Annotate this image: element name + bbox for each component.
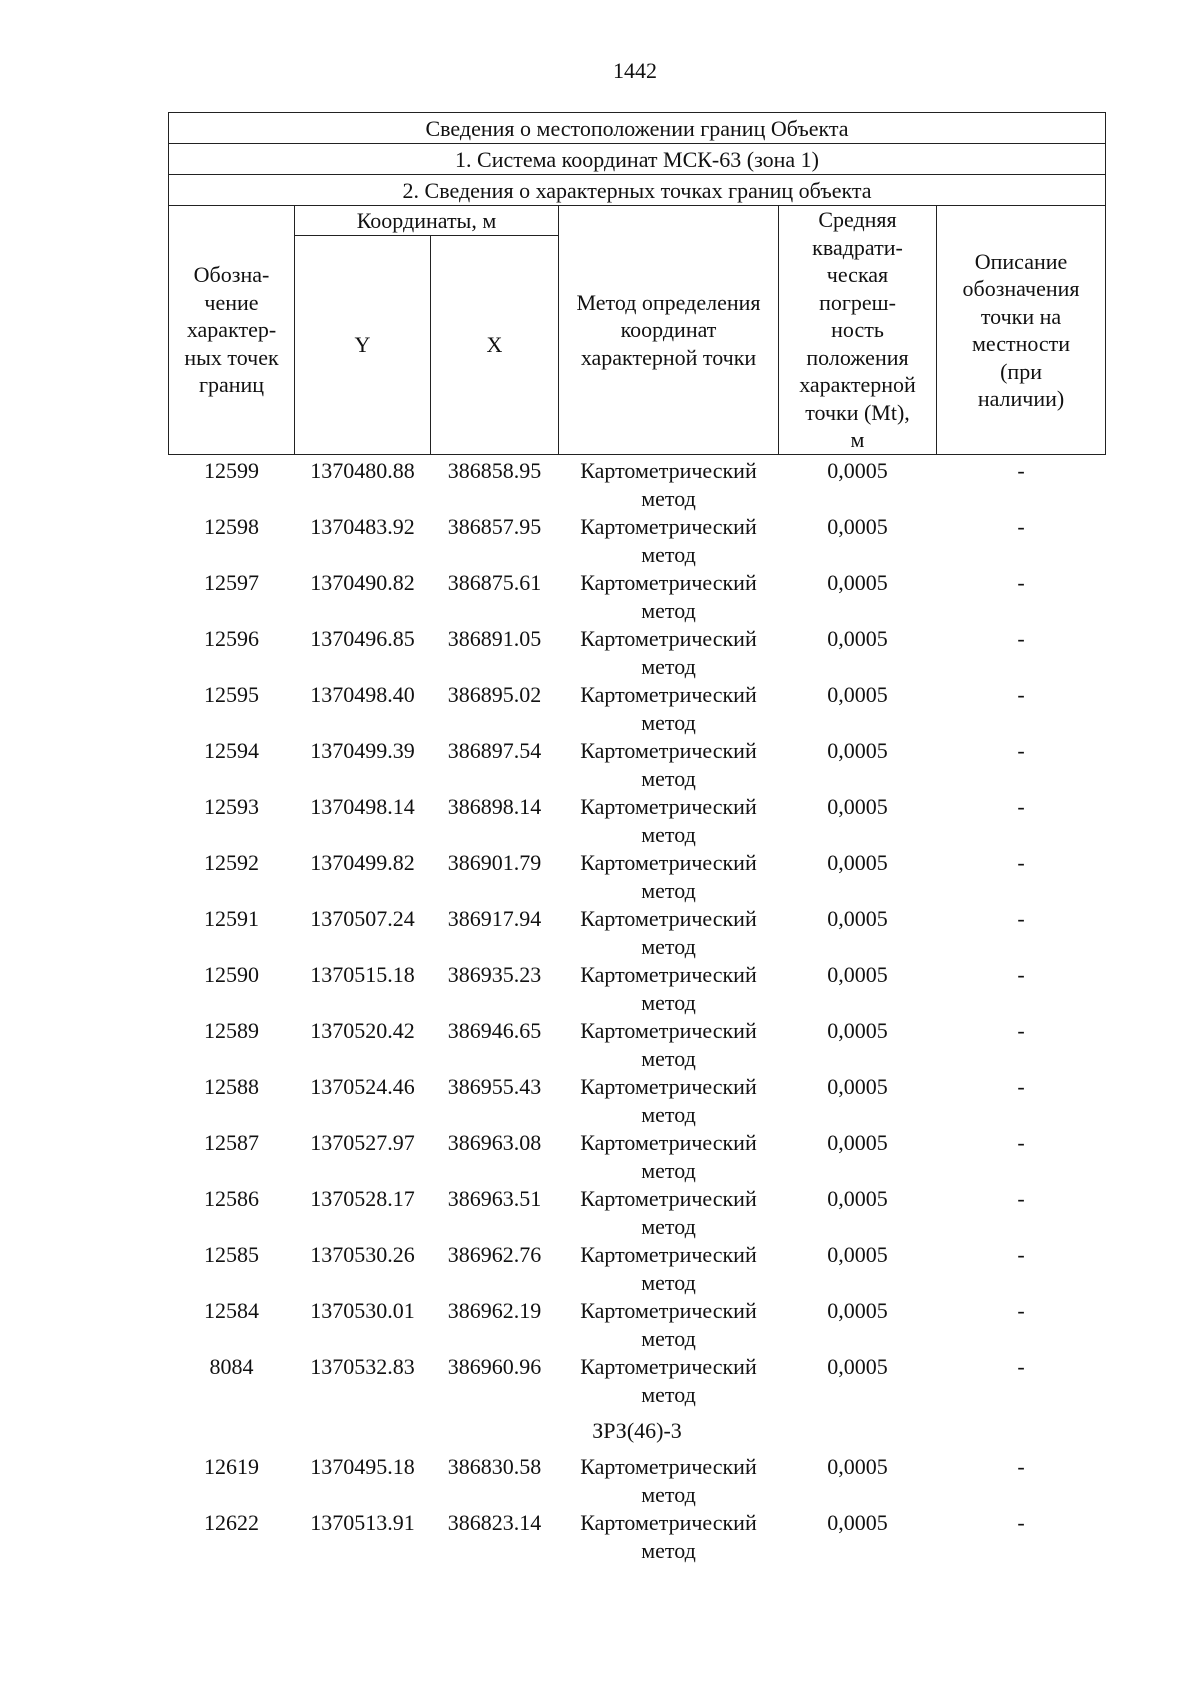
method-line-1: Картометрический: [580, 514, 757, 539]
subheading-row: [169, 1409, 1106, 1453]
cell-point: 8084: [209, 1354, 254, 1379]
boundary-points-table: [168, 112, 1106, 1565]
cell-error: 0,0005: [827, 570, 888, 595]
cell-x: 386962.76: [447, 1242, 542, 1267]
cell-error: 0,0005: [827, 1454, 888, 1479]
method-line-2: метод: [641, 1102, 696, 1127]
method-line-1: Картометрический: [580, 1018, 757, 1043]
cell-method: [559, 625, 779, 681]
cell-x: 386895.02: [447, 682, 542, 707]
cell-x: 386917.94: [447, 906, 542, 931]
cell-x: 386830.58: [447, 1454, 542, 1479]
table-row: [169, 1185, 1106, 1241]
method-line-2: метод: [641, 990, 696, 1015]
cell-error: 0,0005: [827, 682, 888, 707]
method-line-2: метод: [641, 1382, 696, 1407]
cell-method: [559, 961, 779, 1017]
cell-point: 12593: [204, 794, 259, 819]
characteristic-points-title: 2. Сведения о характерных точках границ объекта: [169, 175, 1106, 206]
cell-error: 0,0005: [827, 1186, 888, 1211]
cell-point: 12619: [204, 1454, 259, 1479]
cell-y: 1370507.24: [310, 906, 415, 931]
cell-description: -: [1017, 1298, 1025, 1323]
cell-method: [559, 681, 779, 737]
cell-point: 12586: [204, 1186, 259, 1211]
cell-method: [559, 513, 779, 569]
cell-y: 1370532.83: [310, 1354, 415, 1379]
cell-method: [559, 905, 779, 961]
cell-method: [559, 793, 779, 849]
cell-x: 386898.14: [447, 794, 542, 819]
cell-description: -: [1017, 682, 1025, 707]
cell-y: 1370515.18: [310, 962, 415, 987]
cell-y: 1370513.91: [310, 1510, 415, 1535]
cell-x: 386901.79: [447, 850, 542, 875]
table-row: [169, 1353, 1106, 1409]
method-line-2: метод: [641, 1214, 696, 1239]
cell-method: [559, 1241, 779, 1297]
cell-point: 12595: [204, 682, 259, 707]
cell-method: [559, 1297, 779, 1353]
cell-y: 1370524.46: [310, 1074, 415, 1099]
cell-description: -: [1017, 626, 1025, 651]
header-y: Y: [295, 236, 431, 455]
cell-description: -: [1017, 794, 1025, 819]
cell-y: 1370496.85: [310, 626, 415, 651]
cell-error: 0,0005: [827, 1074, 888, 1099]
cell-point: 12592: [204, 850, 259, 875]
cell-point: 12591: [204, 906, 259, 931]
cell-error: 0,0005: [827, 794, 888, 819]
cell-x: 386946.65: [447, 1018, 542, 1043]
method-line-2: метод: [641, 1270, 696, 1295]
cell-x: 386962.19: [447, 1298, 542, 1323]
method-line-2: метод: [641, 822, 696, 847]
table-row: [169, 455, 1106, 514]
method-line-2: метод: [641, 486, 696, 511]
method-line-2: метод: [641, 710, 696, 735]
cell-description: -: [1017, 738, 1025, 763]
method-line-2: метод: [641, 934, 696, 959]
table-row: [169, 737, 1106, 793]
method-line-1: Картометрический: [580, 794, 757, 819]
method-line-2: метод: [641, 878, 696, 903]
cell-method: [559, 455, 779, 514]
method-line-2: метод: [641, 1158, 696, 1183]
table-row: [169, 961, 1106, 1017]
cell-error: 0,0005: [827, 962, 888, 987]
method-line-2: метод: [641, 1046, 696, 1071]
cell-error: 0,0005: [827, 458, 888, 483]
cell-x: 386891.05: [447, 626, 542, 651]
cell-description: -: [1017, 514, 1025, 539]
cell-y: 1370483.92: [310, 514, 415, 539]
cell-point: 12587: [204, 1130, 259, 1155]
table-header: [169, 113, 1106, 455]
table-title: Сведения о местоположении границ Объекта: [169, 113, 1106, 144]
table-row: [169, 1017, 1106, 1073]
header-point-designation: Обозна- чение характер- ных точек границ: [169, 206, 295, 455]
cell-error: 0,0005: [827, 1130, 888, 1155]
method-line-1: Картометрический: [580, 906, 757, 931]
method-line-2: метод: [641, 654, 696, 679]
method-line-1: Картометрический: [580, 682, 757, 707]
table-row: [169, 513, 1106, 569]
cell-point: 12596: [204, 626, 259, 651]
cell-x: 386935.23: [447, 962, 542, 987]
cell-point: 12599: [204, 458, 259, 483]
cell-x: 386823.14: [447, 1510, 542, 1535]
method-line-1: Картометрический: [580, 962, 757, 987]
header-method: Метод определения координат характерной точки: [559, 206, 779, 455]
cell-error: 0,0005: [827, 850, 888, 875]
cell-error: 0,0005: [827, 906, 888, 931]
method-line-2: метод: [641, 598, 696, 623]
cell-y: 1370527.97: [310, 1130, 415, 1155]
method-line-1: Картометрический: [580, 1130, 757, 1155]
header-description: Описание обозначения точки на местности (при наличии): [937, 206, 1106, 455]
cell-point: 12585: [204, 1242, 259, 1267]
method-line-1: Картометрический: [580, 1454, 757, 1479]
table-row: [169, 793, 1106, 849]
table-row: [169, 1241, 1106, 1297]
cell-method: [559, 1129, 779, 1185]
cell-y: 1370528.17: [310, 1186, 415, 1211]
cell-y: 1370495.18: [310, 1454, 415, 1479]
table-row: [169, 569, 1106, 625]
cell-y: 1370498.14: [310, 794, 415, 819]
cell-x: 386963.08: [447, 1130, 542, 1155]
cell-y: 1370499.39: [310, 738, 415, 763]
table-body: [169, 455, 1106, 1566]
method-line-1: Картометрический: [580, 1242, 757, 1267]
page-number: 1442: [613, 58, 657, 83]
cell-method: [559, 737, 779, 793]
cell-error: 0,0005: [827, 1018, 888, 1043]
cell-point: 12589: [204, 1018, 259, 1043]
method-line-2: метод: [641, 1326, 696, 1351]
table-row: [169, 681, 1106, 737]
cell-point: 12622: [204, 1510, 259, 1535]
table-row: [169, 1129, 1106, 1185]
cell-error: 0,0005: [827, 626, 888, 651]
cell-method: [559, 1509, 779, 1565]
cell-point: 12584: [204, 1298, 259, 1323]
method-line-2: метод: [641, 1538, 696, 1563]
cell-description: -: [1017, 1354, 1025, 1379]
table-row: [169, 1073, 1106, 1129]
table-row: [169, 1297, 1106, 1353]
cell-point: 12598: [204, 514, 259, 539]
cell-description: -: [1017, 962, 1025, 987]
cell-description: -: [1017, 1074, 1025, 1099]
cell-description: -: [1017, 1130, 1025, 1155]
cell-description: -: [1017, 1242, 1025, 1267]
cell-x: 386857.95: [447, 514, 542, 539]
cell-error: 0,0005: [827, 738, 888, 763]
header-coordinates: Координаты, м: [295, 206, 559, 236]
cell-error: 0,0005: [827, 1354, 888, 1379]
method-line-2: метод: [641, 542, 696, 567]
cell-method: [559, 569, 779, 625]
cell-description: -: [1017, 1018, 1025, 1043]
method-line-1: Картометрический: [580, 1074, 757, 1099]
cell-method: [559, 1453, 779, 1509]
cell-x: 386858.95: [447, 458, 542, 483]
method-line-2: метод: [641, 1482, 696, 1507]
cell-description: -: [1017, 1454, 1025, 1479]
cell-y: 1370530.01: [310, 1298, 415, 1323]
cell-point: 12594: [204, 738, 259, 763]
cell-error: 0,0005: [827, 1298, 888, 1323]
cell-description: -: [1017, 906, 1025, 931]
cell-point: 12590: [204, 962, 259, 987]
method-line-2: метод: [641, 766, 696, 791]
coordinate-system-title: 1. Система координат МСК-63 (зона 1): [169, 144, 1106, 175]
table-row: [169, 1453, 1106, 1509]
method-line-1: Картометрический: [580, 1186, 757, 1211]
cell-method: [559, 849, 779, 905]
method-line-1: Картометрический: [580, 570, 757, 595]
method-line-1: Картометрический: [580, 850, 757, 875]
table-row: [169, 1509, 1106, 1565]
cell-y: 1370520.42: [310, 1018, 415, 1043]
cell-error: 0,0005: [827, 1242, 888, 1267]
cell-x: 386963.51: [447, 1186, 542, 1211]
cell-y: 1370490.82: [310, 570, 415, 595]
header-x: X: [431, 236, 559, 455]
subheading: ЗРЗ(46)-3: [592, 1418, 682, 1443]
header-mean-error: Средняя квадрати- ческая погреш- ность положения характерной точки (Mt), м: [779, 206, 937, 455]
cell-y: 1370498.40: [310, 682, 415, 707]
cell-description: -: [1017, 570, 1025, 595]
cell-error: 0,0005: [827, 1510, 888, 1535]
cell-y: 1370480.88: [310, 458, 415, 483]
cell-x: 386897.54: [447, 738, 542, 763]
table-row: [169, 625, 1106, 681]
method-line-1: Картометрический: [580, 626, 757, 651]
method-line-1: Картометрический: [580, 1510, 757, 1535]
cell-error: 0,0005: [827, 514, 888, 539]
cell-method: [559, 1185, 779, 1241]
cell-point: 12597: [204, 570, 259, 595]
cell-x: 386955.43: [447, 1074, 542, 1099]
cell-method: [559, 1073, 779, 1129]
cell-description: -: [1017, 458, 1025, 483]
method-line-1: Картометрический: [580, 458, 757, 483]
table-row: [169, 905, 1106, 961]
cell-description: -: [1017, 1510, 1025, 1535]
cell-point: 12588: [204, 1074, 259, 1099]
method-line-1: Картометрический: [580, 738, 757, 763]
cell-description: -: [1017, 850, 1025, 875]
cell-y: 1370499.82: [310, 850, 415, 875]
cell-description: -: [1017, 1186, 1025, 1211]
cell-method: [559, 1353, 779, 1409]
cell-y: 1370530.26: [310, 1242, 415, 1267]
method-line-1: Картометрический: [580, 1354, 757, 1379]
cell-x: 386875.61: [447, 570, 542, 595]
cell-method: [559, 1017, 779, 1073]
method-line-1: Картометрический: [580, 1298, 757, 1323]
cell-x: 386960.96: [447, 1354, 542, 1379]
table-row: [169, 849, 1106, 905]
